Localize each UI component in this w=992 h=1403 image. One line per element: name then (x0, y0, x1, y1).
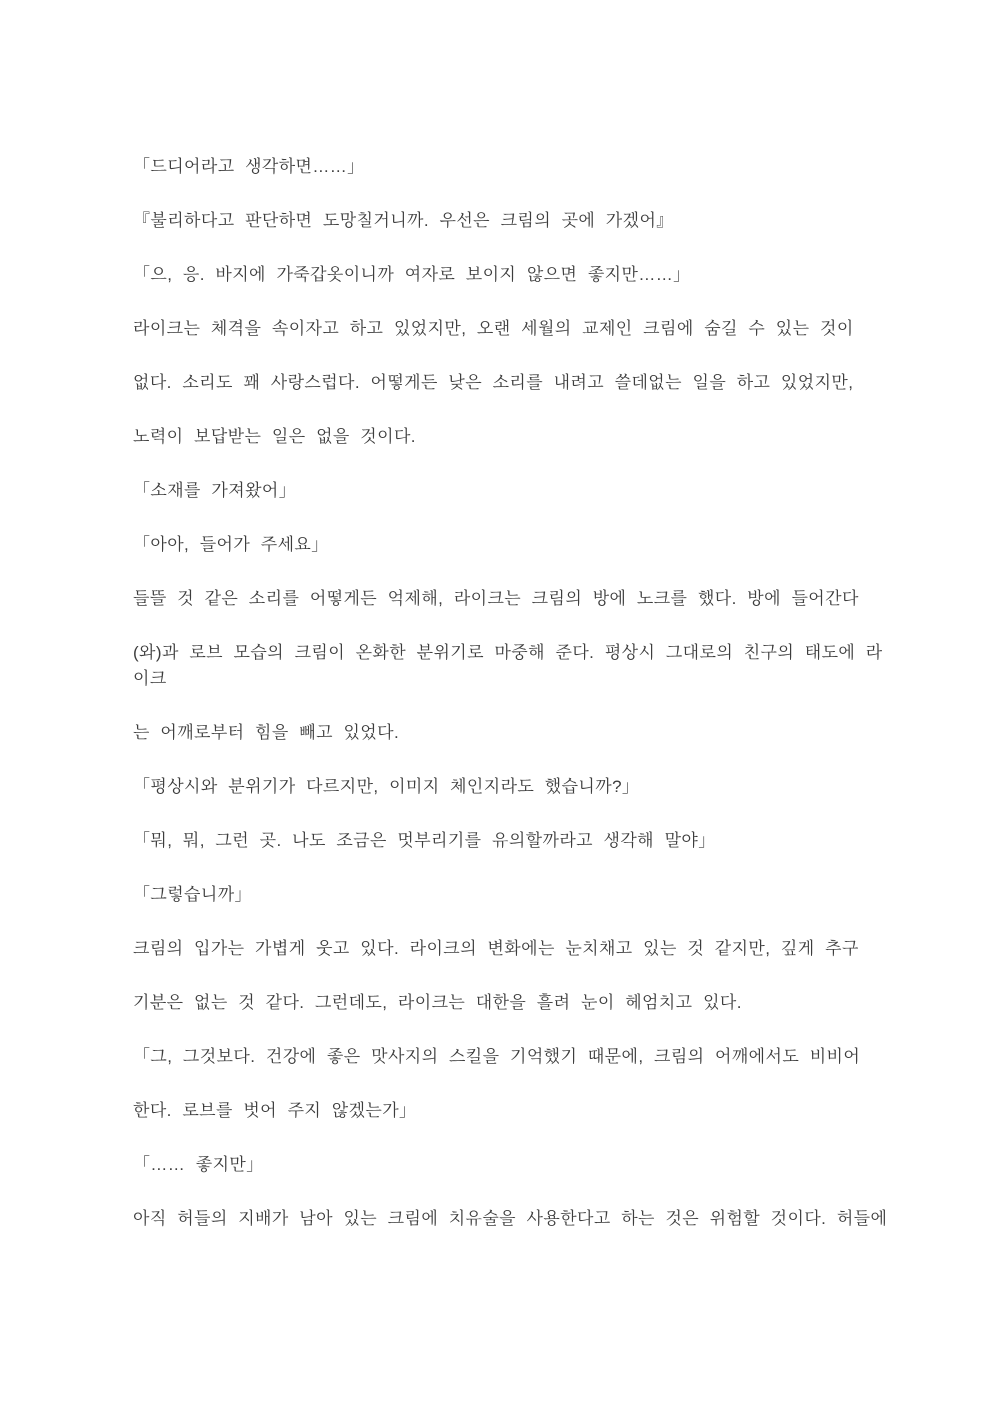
text-line: 없다. 소리도 꽤 사랑스럽다. 어떻게든 낮은 소리를 내려고 쓸데없는 일을 하고 있었지만, (133, 373, 854, 392)
text-line: 라이크는 체격을 속이자고 하고 있었지만, 오랜 세월의 교제인 크림에 숨길 수 있는 것이 (133, 319, 854, 338)
text-line: 「그, 그것보다. 건강에 좋은 맛사지의 스킬을 기억했기 때문에, 크림의 어깨에서도 비비어 (133, 1047, 861, 1066)
text-line: (와)과 로브 모습의 크림이 온화한 분위기로 마중해 준다. 평상시 그대로의 친구의 태도에 라 (133, 643, 883, 662)
text-line: 『불리하다고 판단하면 도망칠거니까. 우선은 크림의 곳에 가겠어』 (133, 211, 674, 230)
narration-paragraph (133, 990, 888, 1016)
text-line: 「평상시와 분위기가 다르지만, 이미지 체인지라도 했습니까?」 (133, 777, 640, 796)
dialogue-paragraph (133, 532, 888, 558)
text-line: 「으, 응. 바지에 가죽갑옷이니까 여자로 보이지 않으면 좋지만……」 (133, 265, 691, 284)
text-line: 들뜰 것 같은 소리를 어떻게든 억제해, 라이크는 크림의 방에 노크를 했다. 방에 들어간다 (133, 589, 859, 608)
dialogue-paragraph (133, 478, 888, 504)
text-line: 이크 (133, 669, 167, 688)
narration-paragraph (133, 316, 888, 342)
dialogue-paragraph (133, 1044, 888, 1070)
text-line: 「아아, 들어가 주세요」 (133, 535, 329, 554)
narration-paragraph (133, 1098, 888, 1124)
text-line: 크림의 입가는 가볍게 웃고 있다. 라이크의 변화에는 눈치채고 있는 것 같지만, 깊게 추구 (133, 939, 859, 958)
dialogue-paragraph (133, 1152, 888, 1178)
dialogue-paragraph (133, 154, 888, 180)
narration-paragraph (133, 1206, 888, 1232)
dialogue-paragraph (133, 774, 888, 800)
text-line: 한다. 로브를 벗어 주지 않겠는가」 (133, 1101, 417, 1120)
narration-paragraph (133, 586, 888, 612)
dialogue-paragraph (133, 882, 888, 908)
dialogue-paragraph (133, 262, 888, 288)
text-line: 는 어깨로부터 힘을 빼고 있었다. (133, 723, 400, 742)
text-line: 「그렇습니까」 (133, 885, 252, 904)
narration-paragraph (133, 370, 888, 396)
narration-paragraph (133, 936, 888, 962)
dialogue-paragraph (133, 208, 888, 234)
text-body (133, 154, 888, 1232)
text-line: 「뭐, 뭐, 그런 곳. 나도 조금은 멋부리기를 유의할까라고 생각해 말야」 (133, 831, 716, 850)
text-line: 아직 허들의 지배가 남아 있는 크림에 치유술을 사용한다고 하는 것은 위험할 것이다. 허들에 (133, 1209, 888, 1228)
text-line: 「…… 좋지만」 (133, 1155, 264, 1174)
text-line: 기분은 없는 것 같다. 그런데도, 라이크는 대한을 흘려 눈이 헤엄치고 있다. (133, 993, 742, 1012)
narration-paragraph (133, 424, 888, 450)
text-line: 「드디어라고 생각하면……」 (133, 157, 365, 176)
text-line: 노력이 보답받는 일은 없을 것이다. (133, 427, 416, 446)
dialogue-paragraph (133, 828, 888, 854)
text-line: 「소재를 가져왔어」 (133, 481, 297, 500)
narration-paragraph (133, 640, 888, 692)
narration-paragraph (133, 720, 888, 746)
